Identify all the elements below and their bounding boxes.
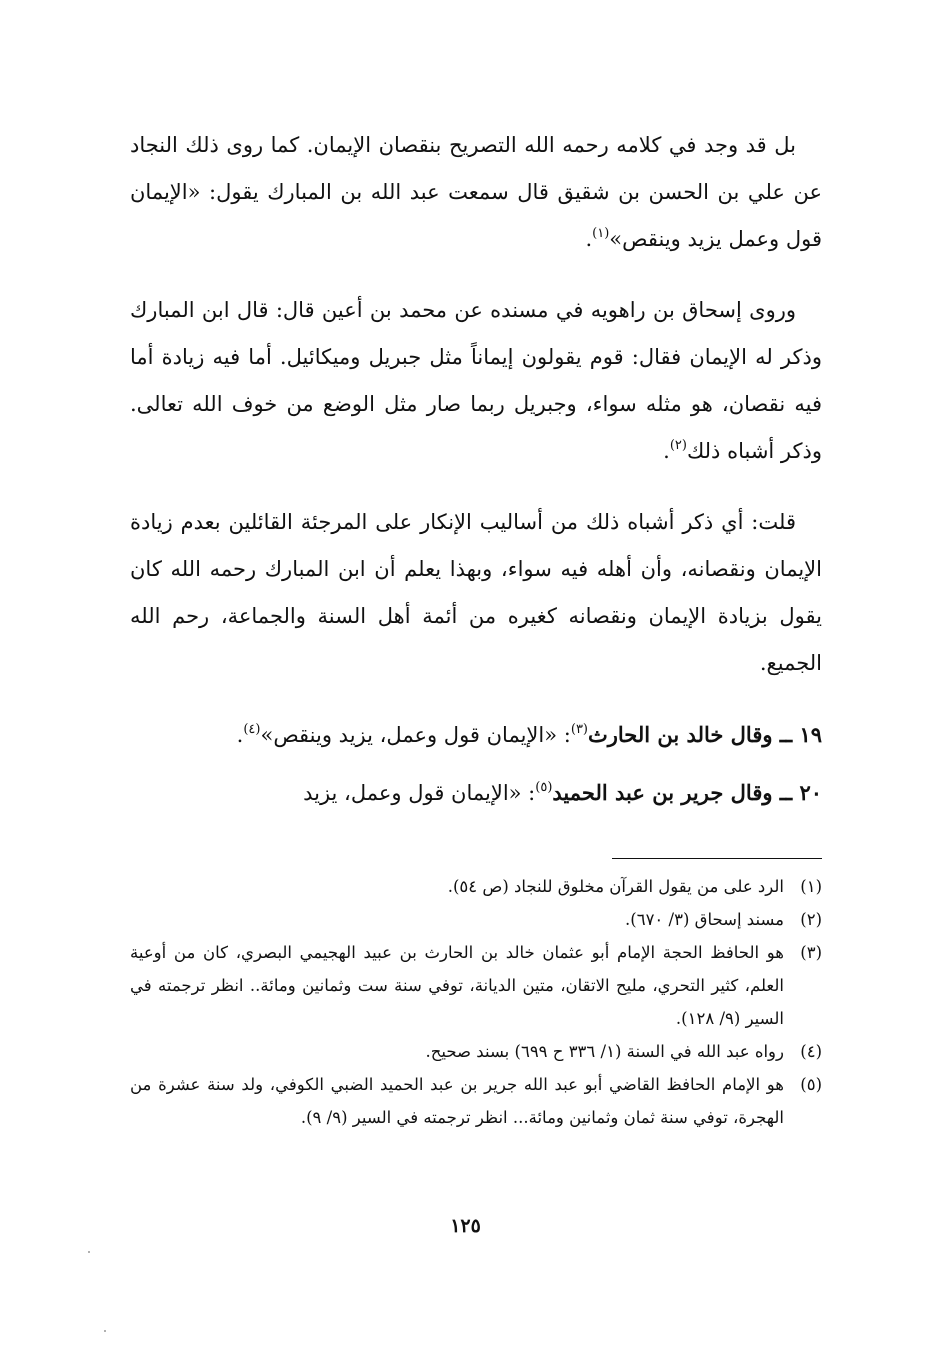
footnote-ref-5: (٥) (535, 780, 553, 795)
footnote-number: (٤) (800, 1042, 822, 1061)
scan-speck (104, 1330, 106, 1332)
numbered-item-20: ٢٠ ــ وقال جرير بن عبد الحميد$^{(٥)}$: «الإيمان قول وعمل، يزيد (303, 780, 822, 805)
footnote-separator (612, 858, 822, 859)
footnote-text: مسند إسحاق (٣/ ٦٧٠). (625, 910, 784, 929)
scan-speck (88, 1251, 90, 1253)
footnote-number: (٢) (800, 910, 822, 929)
paragraph-3: قلت: أي ذكر أشباه ذلك من أساليب الإنكار على المرجئة القائلين بعدم زيادة الإيمان ونقصانه، وأن أهله فيه سواء، وبهذا يعلم أن ابن المبارك رحمه الله كان يقول بزيادة الإيمان ونقصانه كغيره من أئمة أهل السنة والجماعة، رحم الله الجميع. (130, 510, 822, 675)
footnote-text: هو الحافظ الحجة الإمام أبو عثمان خالد بن الحارث بن عبيد الهجيمي البصري، كان من أوعية العلم، كثير التحري، مليح الاتقان، متين الديانة، توفي سنة ست وثمانين ومائة.. انظر ترجمته في السير (٩/ ١٢٨). (130, 943, 784, 1028)
footnote-ref-2: (٢) (669, 438, 687, 453)
item-heading: ٢٠ ــ وقال جرير بن عبد الحميد (552, 780, 822, 805)
page-number: ١٢٥ (450, 1215, 481, 1237)
paragraph-1: بل قد وجد في كلامه رحمه الله التصريح بنقصان الإيمان. كما روى ذلك النجاد عن علي بن الحسن بن شقيق قال سمعت عبد الله بن المبارك يقول: «الإيمان قول وعمل يزيد وينقص»$^{(١)}$. (130, 133, 822, 251)
footnote-text: هو الإمام الحافظ القاضي أبو عبد الله جرير بن عبد الحميد الضبي الكوفي، ولد سنة عشرة من الهجرة، توفي سنة ثمان وثمانين ومائة... انظر ترجمته في السير (٩/ ٩). (130, 1075, 784, 1127)
footnote-text: رواه عبد الله في السنة (١/ ٣٣٦ ح ٦٩٩) بسند صحيح. (425, 1042, 784, 1061)
footnote-4 (130, 1035, 822, 1068)
footnotes (130, 870, 822, 1134)
footnote-ref-1: (١) (592, 226, 610, 241)
footnote-number: (١) (800, 877, 822, 896)
item-heading: ١٩ ــ وقال خالد بن الحارث (588, 722, 822, 747)
footnote-number: (٣) (800, 943, 822, 962)
footnote-2 (130, 903, 822, 936)
footnote-1 (130, 870, 822, 903)
footnote-3 (130, 936, 822, 1035)
footnote-5 (130, 1068, 822, 1134)
paragraph-2: وروى إسحاق بن راهويه في مسنده عن محمد بن أعين قال: قال ابن المبارك وذكر له الإيمان فقال: قوم يقولون إيماناً مثل جبريل وميكائيل. أما فيه زيادة أما فيه نقصان، هو مثله سواء، وجبريل ربما صار مثل الوضع من خوف الله تعالى. وذكر أشباه ذلك$^{(٢)}$. (130, 298, 822, 463)
footnote-number: (٥) (800, 1075, 822, 1094)
numbered-item-19: ١٩ ــ وقال خالد بن الحارث$^{(٣)}$: «الإيمان قول وعمل، يزيد وينقص»$^{(٤)}$. (236, 722, 822, 747)
footnote-ref-3: (٣) (570, 722, 588, 737)
main-text (130, 122, 822, 827)
footnote-ref-4: (٤) (243, 722, 261, 737)
footnote-text: الرد على من يقول القرآن مخلوق للنجاد (ص ٥٤). (447, 877, 784, 896)
